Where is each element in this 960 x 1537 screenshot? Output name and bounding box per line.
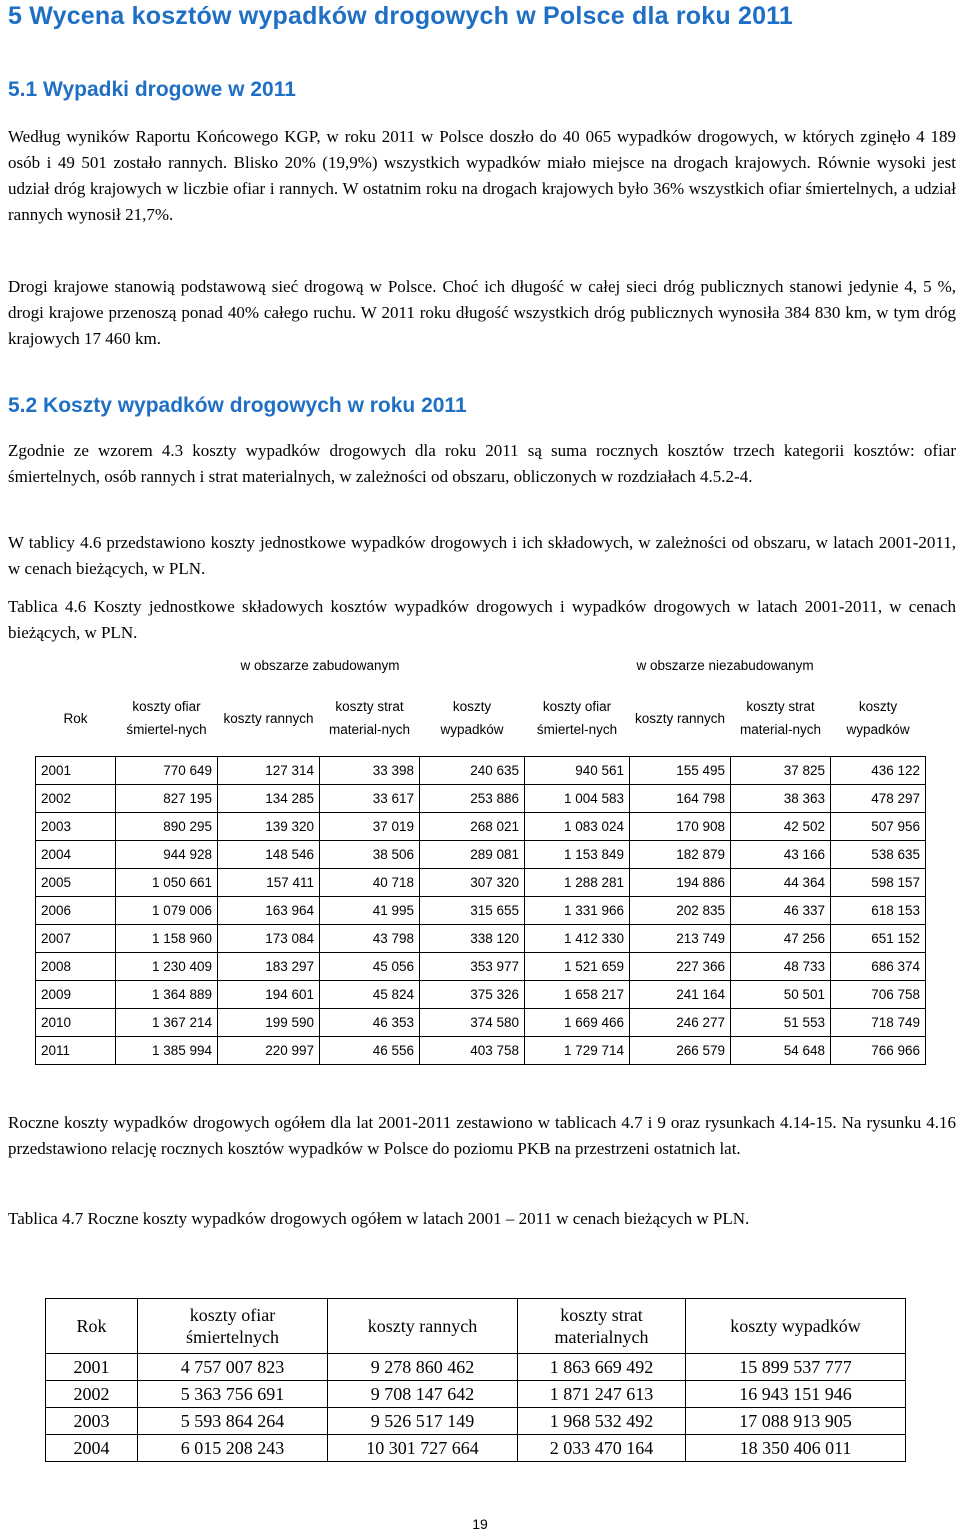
table-cell: 375 326 — [420, 981, 525, 1009]
table-row — [36, 757, 926, 785]
table-cell: 770 649 — [116, 757, 218, 785]
table-row — [46, 1408, 906, 1435]
table-cell-year: 2011 — [36, 1037, 116, 1065]
table-cell: 183 297 — [218, 953, 320, 981]
paragraph-national-roads: Drogi krajowe stanowią podstawową sieć drogową w Polsce. Choć ich długość w całej sieci dróg publicznych stanowi jedynie 4, 5 %, drogi krajowe przenoszą ponad 40% całego ruchu. W 2011 roku długość wszystkich dróg publicznych wynosiła 384 830 km, w tym dróg krajowych 17 460 km. — [8, 277, 956, 348]
table-cell-year: 2004 — [36, 841, 116, 869]
paragraph-cost-formula: Zgodnie ze wzorem 4.3 koszty wypadków drogowych dla roku 2011 są suma rocznych kosztów trzech kategorii kosztów: ofiar śmiertelnych, osób rannych i strat materialnych, w zależności od obszaru, obliczonych w rozdziałach 4.5.2-4. — [8, 441, 956, 486]
table-row — [36, 869, 926, 897]
table-cell-year: 2002 — [46, 1381, 138, 1408]
table-cell: 54 648 — [731, 1037, 831, 1065]
table-cell: 944 928 — [116, 841, 218, 869]
section-heading-5-2: 5.2 Koszty wypadków drogowych w roku 2011 — [8, 394, 467, 417]
table-header-group-rural: w obszarze niezabudowanym — [636, 657, 814, 673]
table-cell: 157 411 — [218, 869, 320, 897]
table-4-7-body — [46, 1354, 906, 1462]
table-cell: 1 079 006 — [116, 897, 218, 925]
table-cell: 1 871 247 613 — [518, 1381, 686, 1408]
table-cell: 139 320 — [218, 813, 320, 841]
table-header-blank — [36, 650, 116, 680]
table-cell: 33 617 — [320, 785, 420, 813]
table-cell: 686 374 — [831, 953, 926, 981]
table-cell: 38 363 — [731, 785, 831, 813]
table-cell: 16 943 151 946 — [686, 1381, 906, 1408]
table-row — [46, 1381, 906, 1408]
table-cell: 4 757 007 823 — [138, 1354, 328, 1381]
table-cell: 45 824 — [320, 981, 420, 1009]
table-header-col: koszty wypadków — [846, 699, 910, 737]
table-cell: 353 977 — [420, 953, 525, 981]
table-cell: 1 729 714 — [525, 1037, 630, 1065]
table-cell: 1 004 583 — [525, 785, 630, 813]
table-cell: 1 367 214 — [116, 1009, 218, 1037]
table-cell: 240 635 — [420, 757, 525, 785]
table-cell: 253 886 — [420, 785, 525, 813]
table-cell: 9 278 860 462 — [328, 1354, 518, 1381]
table-cell: 268 021 — [420, 813, 525, 841]
table-header-col: koszty strat materialnych — [518, 1299, 686, 1354]
table-cell: 890 295 — [116, 813, 218, 841]
table-cell: 213 749 — [630, 925, 731, 953]
table-cell: 651 152 — [831, 925, 926, 953]
table-cell: 1 230 409 — [116, 953, 218, 981]
table-header-col: koszty strat material-nych — [740, 699, 822, 737]
table-cell-year: 2006 — [36, 897, 116, 925]
table-cell: 51 553 — [731, 1009, 831, 1037]
table-cell-year: 2009 — [36, 981, 116, 1009]
table-cell: 6 015 208 243 — [138, 1435, 328, 1462]
table-cell: 766 966 — [831, 1037, 926, 1065]
table-cell: 46 353 — [320, 1009, 420, 1037]
table-cell: 1 288 281 — [525, 869, 630, 897]
table-cell: 1 153 849 — [525, 841, 630, 869]
table-cell: 315 655 — [420, 897, 525, 925]
table-cell: 40 718 — [320, 869, 420, 897]
table-header-col: koszty rannych — [223, 710, 314, 726]
table-header-col: koszty ofiar śmiertel-nych — [536, 699, 618, 737]
table-header-col: koszty ofiar śmiertelnych — [138, 1299, 328, 1354]
table-cell: 10 301 727 664 — [328, 1435, 518, 1462]
table-cell: 41 995 — [320, 897, 420, 925]
table-cell: 241 164 — [630, 981, 731, 1009]
table-cell-year: 2007 — [36, 925, 116, 953]
table-cell: 1 669 466 — [525, 1009, 630, 1037]
table-cell: 1 521 659 — [525, 953, 630, 981]
table-row — [36, 897, 926, 925]
table-cell: 706 758 — [831, 981, 926, 1009]
table-cell-year: 2004 — [46, 1435, 138, 1462]
table-cell: 338 120 — [420, 925, 525, 953]
table-cell: 246 277 — [630, 1009, 731, 1037]
paragraph-table-4-6-intro: W tablicy 4.6 przedstawiono koszty jednostkowe wypadków drogowych i ich składowych, w zależności od obszaru, w latach 2001-2011, w cenach bieżących, w PLN. — [8, 533, 956, 578]
table-cell: 436 122 — [831, 757, 926, 785]
table-row — [36, 981, 926, 1009]
table-cell: 289 081 — [420, 841, 525, 869]
table-cell: 5 593 864 264 — [138, 1408, 328, 1435]
table-header-col: koszty strat material-nych — [328, 699, 411, 737]
table-cell: 1 658 217 — [525, 981, 630, 1009]
table-header-col: koszty ofiar śmiertel-nych — [126, 699, 207, 737]
table-cell-year: 2008 — [36, 953, 116, 981]
table-cell: 127 314 — [218, 757, 320, 785]
page-heading: 5 Wycena kosztów wypadków drogowych w Polsce dla roku 2011 — [8, 2, 794, 30]
table-cell: 163 964 — [218, 897, 320, 925]
table-cell: 37 019 — [320, 813, 420, 841]
table-cell: 478 297 — [831, 785, 926, 813]
table-cell: 1 412 330 — [525, 925, 630, 953]
table-cell: 1 863 669 492 — [518, 1354, 686, 1381]
table-cell: 194 601 — [218, 981, 320, 1009]
table-cell: 1 331 966 — [525, 897, 630, 925]
table-cell: 50 501 — [731, 981, 831, 1009]
table-cell: 1 364 889 — [116, 981, 218, 1009]
paragraph-accidents-2011: Według wyników Raportu Końcowego KGP, w roku 2011 w Polsce doszło do 40 065 wypadków drogowych, w których zginęło 4 189 osób i 49 501 zostało rannych. Blisko 20% (19,9%) wszystkich wypadków miało miejsce na drogach krajowych. Równie wysoki jest udział dróg krajowych w liczbie ofiar i rannych. W ostatnim roku na drogach krajowych było 36% wszystkich ofiar śmiertelnych, a udział rannych wynosił 21,7%. — [8, 127, 956, 224]
table-cell: 148 546 — [218, 841, 320, 869]
table-row — [36, 1037, 926, 1065]
table-cell: 2 033 470 164 — [518, 1435, 686, 1462]
table-cell: 5 363 756 691 — [138, 1381, 328, 1408]
table-cell-year: 2005 — [36, 869, 116, 897]
table-header-col: koszty wypadków — [440, 699, 504, 737]
table-header-col: koszty rannych — [328, 1299, 518, 1354]
table-cell: 46 337 — [731, 897, 831, 925]
table-cell: 507 956 — [831, 813, 926, 841]
table-cell-year: 2001 — [36, 757, 116, 785]
table-cell: 1 050 661 — [116, 869, 218, 897]
table-cell: 170 908 — [630, 813, 731, 841]
table-cell: 1 158 960 — [116, 925, 218, 953]
table-cell: 307 320 — [420, 869, 525, 897]
table-cell: 134 285 — [218, 785, 320, 813]
table-cell: 9 526 517 149 — [328, 1408, 518, 1435]
table-row — [36, 1009, 926, 1037]
table-header-col: koszty wypadków — [686, 1299, 906, 1354]
table-cell: 374 580 — [420, 1009, 525, 1037]
table-cell: 194 886 — [630, 869, 731, 897]
table-cell: 227 366 — [630, 953, 731, 981]
table-cell: 46 556 — [320, 1037, 420, 1065]
table-cell: 403 758 — [420, 1037, 525, 1065]
table-cell: 718 749 — [831, 1009, 926, 1037]
table-cell: 182 879 — [630, 841, 731, 869]
table-row — [46, 1354, 906, 1381]
table-row — [36, 785, 926, 813]
paragraph-annual-costs: Roczne koszty wypadków drogowych ogółem dla lat 2001-2011 zestawiono w tablicach 4.7 i 9 oraz rysunkach 4.14-15. Na rysunku 4.16 przedstawiono relację rocznych kosztów wypadków w Polsce do poziomu PKB na przestrzeni ostatnich lat. — [8, 1113, 956, 1158]
table-cell: 44 364 — [731, 869, 831, 897]
table-header-col: koszty rannych — [635, 710, 726, 726]
table-4-6-caption: Tablica 4.6 Koszty jednostkowe składowych kosztów wypadków drogowych i wypadków drogowych w latach 2001-2011, w cenach bieżących, w PLN. — [8, 597, 956, 642]
table-cell: 827 195 — [116, 785, 218, 813]
page-number: 19 — [472, 1516, 488, 1532]
table-cell-year: 2003 — [46, 1408, 138, 1435]
table-cell: 618 153 — [831, 897, 926, 925]
table-4-6 — [35, 650, 926, 1065]
table-cell: 940 561 — [525, 757, 630, 785]
table-4-7 — [45, 1298, 906, 1462]
table-cell-year: 2001 — [46, 1354, 138, 1381]
table-cell-year: 2003 — [36, 813, 116, 841]
table-cell: 45 056 — [320, 953, 420, 981]
table-cell: 1 968 532 492 — [518, 1408, 686, 1435]
table-4-7-caption: Tablica 4.7 Roczne koszty wypadków drogowych ogółem w latach 2001 – 2011 w cenach bieżących w PLN. — [8, 1209, 750, 1228]
table-cell: 43 798 — [320, 925, 420, 953]
table-cell: 37 825 — [731, 757, 831, 785]
table-header-group-urban: w obszarze zabudowanym — [240, 657, 400, 673]
table-row — [36, 953, 926, 981]
table-cell: 220 997 — [218, 1037, 320, 1065]
table-row — [36, 925, 926, 953]
table-cell-year: 2002 — [36, 785, 116, 813]
table-cell: 199 590 — [218, 1009, 320, 1037]
table-cell: 38 506 — [320, 841, 420, 869]
table-row — [36, 841, 926, 869]
table-cell: 15 899 537 777 — [686, 1354, 906, 1381]
table-4-6-body — [36, 757, 926, 1065]
table-cell-year: 2010 — [36, 1009, 116, 1037]
table-cell: 164 798 — [630, 785, 731, 813]
table-header-col: Rok — [46, 1299, 138, 1354]
table-cell: 48 733 — [731, 953, 831, 981]
table-cell: 43 166 — [731, 841, 831, 869]
table-cell: 538 635 — [831, 841, 926, 869]
table-cell: 598 157 — [831, 869, 926, 897]
table-row — [46, 1435, 906, 1462]
table-cell: 18 350 406 011 — [686, 1435, 906, 1462]
table-row — [36, 813, 926, 841]
table-cell: 266 579 — [630, 1037, 731, 1065]
section-heading-5-1: 5.1 Wypadki drogowe w 2011 — [8, 78, 296, 101]
table-cell: 1 385 994 — [116, 1037, 218, 1065]
table-cell: 1 083 024 — [525, 813, 630, 841]
table-cell: 202 835 — [630, 897, 731, 925]
table-cell: 42 502 — [731, 813, 831, 841]
table-cell: 155 495 — [630, 757, 731, 785]
table-cell: 17 088 913 905 — [686, 1408, 906, 1435]
table-header-rok: Rok — [63, 710, 88, 726]
table-cell: 9 708 147 642 — [328, 1381, 518, 1408]
table-cell: 47 256 — [731, 925, 831, 953]
table-cell: 173 084 — [218, 925, 320, 953]
table-cell: 33 398 — [320, 757, 420, 785]
